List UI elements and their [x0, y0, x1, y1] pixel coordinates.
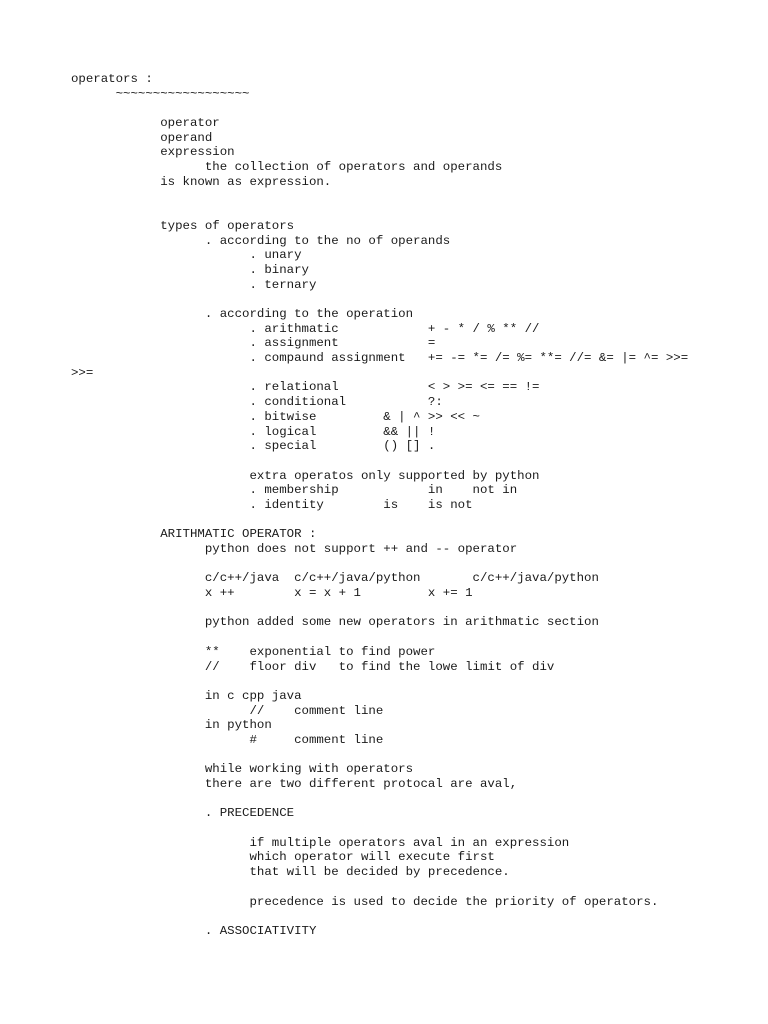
text-line: . relational < > >= <= == !=	[71, 380, 540, 395]
text-line	[71, 190, 688, 205]
text-line	[71, 101, 688, 116]
text-line: in python	[71, 718, 272, 733]
text-line: there are two different protocal are aval,	[71, 777, 518, 791]
text-line	[71, 513, 688, 528]
text-line: . according to the operation	[71, 307, 414, 321]
text-line: . arithmatic + - * / % ** //	[71, 321, 540, 336]
text-line: . logical && || !	[71, 424, 436, 439]
text-line: // comment line	[71, 703, 384, 718]
text-line: the collection of operators and operands	[71, 160, 503, 175]
text-line	[71, 792, 688, 807]
text-line: . membership in not in	[71, 483, 518, 498]
text-line: c/c++/java c/c++/java/python c/c++/java/python	[71, 571, 599, 586]
text-line: . compaund assignment += -= *= /= %= **= //= &= |= ^= >>=	[71, 351, 689, 366]
text-line: precedence is used to decide the priority of operators.	[71, 894, 659, 909]
text-line: if multiple operators aval in an expression	[71, 835, 570, 850]
text-line: in c cpp java	[71, 688, 302, 703]
text-line	[71, 909, 688, 924]
text-line: expression	[71, 145, 235, 160]
text-line	[71, 601, 688, 616]
text-line: which operator will execute first	[71, 850, 495, 865]
text-line: . bitwise & | ^ >> << ~	[71, 409, 480, 424]
text-line: . binary	[71, 262, 309, 277]
text-line: operand	[71, 130, 213, 145]
document-text	[71, 72, 688, 939]
text-line: python does not support ++ and -- operator	[71, 542, 518, 556]
text-line	[71, 748, 688, 763]
text-line: . unary	[71, 248, 302, 263]
text-line	[71, 821, 688, 836]
text-line: . ternary	[71, 277, 317, 292]
text-line: while working with operators	[71, 762, 414, 777]
text-line: x ++ x = x + 1 x += 1	[71, 586, 473, 601]
text-line: >>=	[71, 365, 94, 380]
text-line: python added some new operators in arithmatic section	[71, 615, 599, 630]
text-line: . according to the no of operands	[71, 233, 451, 248]
text-line: . ASSOCIATIVITY	[71, 923, 317, 938]
text-line: operator	[71, 116, 220, 131]
text-line: operators :	[71, 72, 153, 86]
text-line: . conditional ?:	[71, 395, 443, 410]
text-line: that will be decided by precedence.	[71, 865, 510, 880]
text-line: extra operatos only supported by python	[71, 468, 540, 483]
text-line	[71, 454, 688, 469]
text-line: ** exponential to find power	[71, 644, 436, 659]
text-line: types of operators	[71, 218, 295, 233]
text-line: is known as expression.	[71, 174, 332, 189]
text-line: ARITHMATIC OPERATOR :	[71, 527, 317, 542]
text-line	[71, 557, 688, 572]
text-line: . assignment =	[71, 336, 436, 351]
text-line: // floor div to find the lowe limit of div	[71, 659, 555, 674]
text-line	[71, 630, 688, 645]
text-line: . special () [] .	[71, 439, 436, 454]
text-line: . PRECEDENCE	[71, 806, 295, 821]
text-line	[71, 204, 688, 219]
text-line: ~~~~~~~~~~~~~~~~~~	[71, 86, 250, 101]
text-line	[71, 292, 688, 307]
text-line	[71, 674, 688, 689]
text-line: . identity is is not	[71, 497, 473, 512]
text-line	[71, 880, 688, 895]
text-line: # comment line	[71, 732, 384, 747]
